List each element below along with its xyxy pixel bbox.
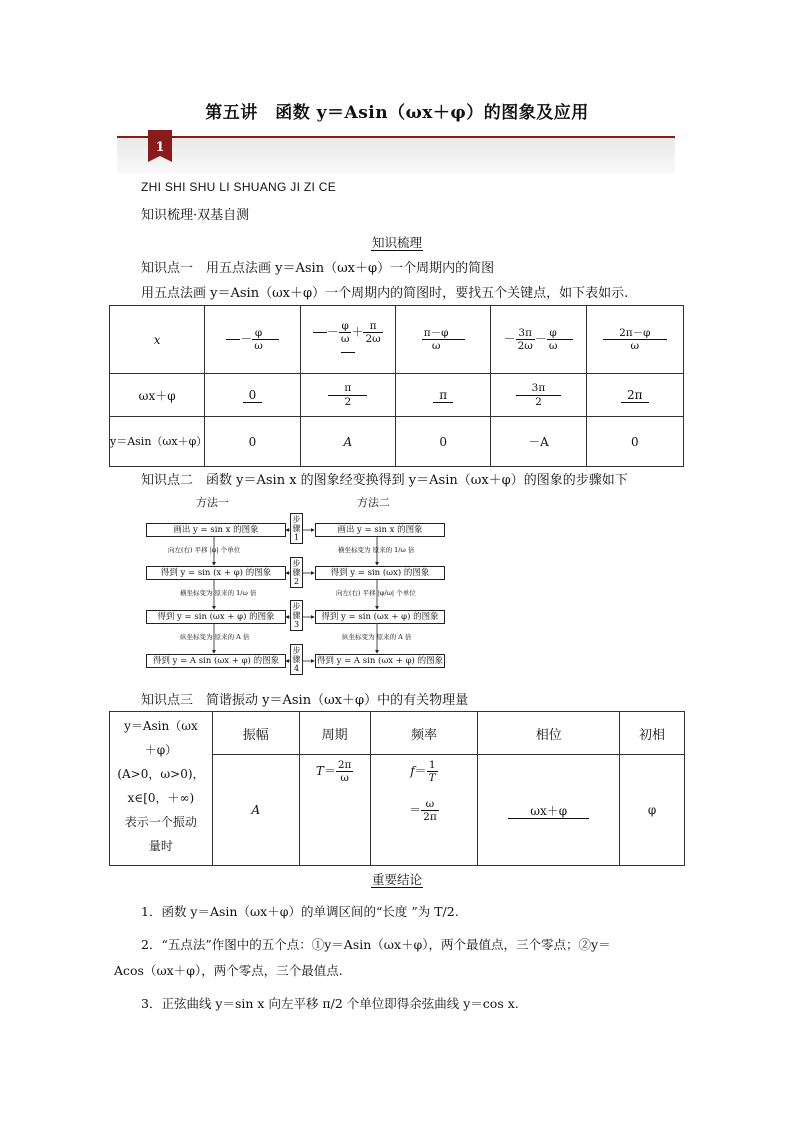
value-initial-phase: φ [620, 755, 685, 866]
header-period: 周期 [299, 712, 370, 755]
left-box-1: 画出 y = sin x 的图象 [146, 523, 286, 537]
left-note-3: 纵坐标变为 原来的 A 倍 [180, 633, 250, 641]
header-amplitude: 振幅 [212, 712, 299, 755]
section-number: 1 [155, 140, 165, 155]
right-box-2: 得到 y = sin (ωx) 的图象 [315, 566, 445, 580]
left-box-2: 得到 y = sin (x + φ) 的图象 [146, 566, 286, 580]
section-band [117, 138, 675, 174]
header-frequency: 频率 [370, 712, 478, 755]
method-one-label: 方法一 [196, 496, 229, 509]
physics-quantity-table [109, 711, 685, 866]
value-amplitude: A [212, 755, 299, 866]
x-cell-1: － $\frac{\varphi}{\omega}$ [205, 306, 300, 374]
five-point-table [109, 305, 684, 467]
right-note-2: 向左(右) 平移 |φ/ω| 个单位 [336, 589, 416, 597]
phase-cell-4: $\frac{3\pi}{2}$ [491, 374, 586, 417]
method-two-label: 方法二 [357, 496, 390, 509]
right-box-3: 得到 y = sin (ωx + φ) 的图象 [315, 610, 445, 624]
y-cell-3: 0 [395, 417, 490, 467]
y-cell-5: 0 [586, 417, 683, 467]
right-box-4: 得到 y = A sin (ωx + φ) 的图象 [316, 656, 444, 666]
section-number-badge [148, 130, 172, 162]
y-cell-1: 0 [205, 417, 300, 467]
x-cell-3: $\frac{\pi-\varphi}{\omega}$ [395, 306, 490, 374]
step-1: 步 骤 1 [290, 513, 303, 544]
page-title: 第五讲 函数 y＝Asin（ωx＋φ）的图象及应用 [205, 103, 589, 123]
phase-cell-1: 0 [243, 388, 263, 403]
step-3: 步 骤 3 [290, 600, 303, 631]
x-cell-5: $\frac{2\pi-\varphi}{\omega}$ [586, 306, 683, 374]
step-4: 步 骤 4 [290, 644, 303, 675]
x-cell-2: － $\frac{\varphi}{\omega}$ ＋ $\frac{\pi}{2\omega}$ [300, 306, 395, 374]
right-box-1: 画出 y = sin x 的图象 [315, 523, 445, 537]
pinyin-heading: ZHI SHI SHU LI SHUANG JI ZI CE [141, 180, 337, 194]
right-note-3: 纵坐标变为 原来的 A 倍 [342, 633, 412, 641]
conclusion-2: 2．“五点法”作图中的五个点：①y＝Asin（ωx＋φ），两个最值点，三个零点；②y＝ [141, 937, 611, 952]
header-phase: 相位 [478, 712, 620, 755]
right-note-1: 横坐标变为 原来的 1/ω 倍 [338, 546, 415, 554]
phase-cell-3: π [433, 388, 453, 403]
row-label-phase: ωx＋φ [110, 374, 205, 417]
value-period: T＝ $\frac{2\pi}{\omega}$ [299, 755, 370, 866]
conclusion-2-cont: Acos（ωx＋φ），两个零点，三个最值点. [114, 963, 343, 978]
kp1-intro: 用五点法画 y＝Asin（ωx＋φ）一个周期内的简图时，要找五个关键点，如下表如示. [141, 286, 629, 301]
value-phase: ωx＋φ [508, 804, 589, 819]
x-cell-4: － $\frac{3\pi}{2\omega}$ － $\frac{\varphi}{\omega}$ [491, 306, 586, 374]
conclusion-3: 3．正弦曲线 y＝sin x 向左平移 π/2 个单位即得余弦曲线 y＝cos x. [141, 996, 519, 1011]
kp3-heading: 知识点三 简谐振动 y＝Asin（ωx＋φ）中的有关物理量 [141, 693, 469, 708]
conclusion-1: 1．函数 y＝Asin（ωx＋φ）的单调区间的“长度 ”为 T/2. [141, 904, 459, 919]
knowledge-summary-label: 知识梳理 [371, 235, 422, 250]
left-box-3: 得到 y = sin (ωx + φ) 的图象 [146, 610, 286, 624]
subheading: 知识梳理·双基自测 [141, 208, 250, 223]
kp1-heading: 知识点一 用五点法画 y＝Asin（ωx＋φ）一个周期内的简图 [141, 261, 495, 276]
header-initial-phase: 初相 [620, 712, 685, 755]
y-cell-2: A [300, 417, 395, 467]
kp2-heading: 知识点二 函数 y＝Asin x 的图象经变换得到 y＝Asin（ωx＋φ）的图象的步骤如下 [141, 473, 628, 488]
key-conclusions-label: 重要结论 [371, 872, 422, 887]
row-label-x: x [153, 332, 161, 347]
row-label-y: y＝Asin（ωx＋φ） [110, 417, 205, 467]
left-box-4: 得到 y = A sin (ωx + φ) 的图象 [146, 654, 286, 668]
left-note-1: 向左(右) 平移 |φ| 个单位 [168, 546, 241, 554]
value-frequency: f＝ $\frac{1}{T}$ ＝ $\frac{\omega}{2\pi}$ [370, 755, 478, 866]
y-cell-4: －A [491, 417, 586, 467]
step-2: 步 骤 2 [290, 557, 303, 588]
phase-cell-5: 2π [621, 388, 649, 403]
left-note-2: 横坐标变为 原来的 1/ω 倍 [180, 589, 257, 597]
quantity-definition-cell: y＝Asin（ωx ＋φ） (A>0，ω>0)， x∈[0，＋∞) 表示一个振动 量时 [110, 712, 213, 866]
phase-cell-2: $\frac{\pi}{2}$ [300, 374, 395, 417]
